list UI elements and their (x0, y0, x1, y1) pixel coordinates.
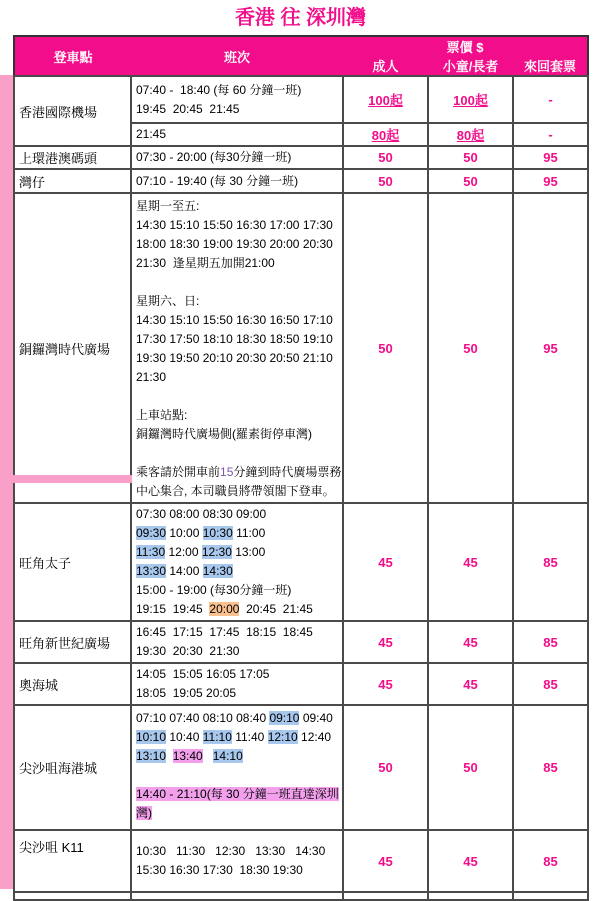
schedule-text: 11:00 (232, 526, 266, 540)
fare-roundtrip-cell: 95 (513, 193, 588, 503)
schedule-text: 15:00 - 19:00 (每30分鐘一班) (136, 583, 292, 597)
fare-child-cell: 50 (428, 705, 513, 830)
highlighted-time: 13:40 (172, 749, 203, 763)
highlighted-time: 11:10 (202, 730, 232, 744)
schedule-cell (131, 830, 343, 892)
schedule-text: 10:00 (166, 526, 203, 540)
fare-child-cell (428, 892, 513, 900)
schedule-line (136, 444, 341, 463)
location-cell: 旺角太子 (14, 503, 131, 621)
schedule-text (203, 749, 213, 763)
schedule-text: 分鐘到時代廣場票務 (233, 465, 342, 479)
schedule-cell (131, 123, 343, 146)
schedule-line (136, 425, 341, 444)
timetable (13, 35, 589, 901)
schedule-cell (131, 663, 343, 705)
schedule-text: 14:30 15:10 15:50 16:30 16:50 17:10 (136, 313, 333, 327)
schedule-text: 18:05 19:05 20:05 (136, 686, 237, 700)
schedule-text: 銅鑼灣時代廣場側(羅素街停車灣) (136, 427, 312, 441)
schedule-text: 19:15 19:45 (136, 602, 210, 616)
schedule-line (136, 349, 341, 368)
fare-child-cell: 50 (428, 193, 513, 503)
fare-child-cell: 45 (428, 503, 513, 621)
schedule-line (136, 766, 341, 785)
schedule-text: 16:45 17:15 17:45 18:15 18:45 (136, 625, 313, 639)
location-cell: 灣仔 (14, 169, 131, 193)
fare-child-cell: 50 (428, 169, 513, 193)
schedule-cell (131, 169, 343, 193)
fare-adult-cell: 50 (343, 146, 428, 169)
location-cell: 旺角新世紀廣場 (14, 621, 131, 663)
schedule-line (136, 505, 341, 524)
schedule-text: 19:30 19:50 20:10 20:30 20:50 21:10 (136, 351, 333, 365)
header-row-top (14, 36, 588, 56)
schedule-text: 07:30 08:00 08:30 09:00 (136, 507, 267, 521)
schedule-text: 21:45 (136, 127, 167, 141)
schedule-line (136, 482, 341, 501)
highlighted-time: 10:10 (136, 730, 167, 744)
schedule-text: 17:30 17:50 18:10 18:30 18:50 19:10 (136, 332, 333, 346)
schedule-line (136, 368, 341, 387)
schedule-line (136, 172, 341, 191)
highlighted-time: 10:30 (202, 526, 233, 540)
fare-adult-cell: 50 (343, 169, 428, 193)
schedule-line (136, 665, 341, 684)
schedule-text: 07:30 - 20:00 (每30分鐘一班) (136, 150, 292, 164)
location-cell: 香港國際機場 (14, 76, 131, 146)
schedule-line (136, 543, 341, 562)
highlighted-time: 14:40 - 21:10(每 30 分鐘一班直達深圳 (136, 787, 339, 801)
schedule-text (166, 749, 173, 763)
schedule-line (136, 197, 341, 216)
highlighted-time: 15 (220, 465, 234, 479)
highlighted-time: 09:30 (136, 526, 167, 540)
schedule-cell (131, 76, 343, 123)
location-cell: 尖沙咀 K11 (14, 830, 131, 892)
schedule-line (136, 254, 341, 273)
schedule-line (136, 330, 341, 349)
schedule-line (136, 292, 341, 311)
schedule-text: 乘客請於開車前 (136, 465, 221, 479)
schedule-text: 中心集合, 本司職員將帶領閣下登車。 (136, 484, 335, 498)
schedule-text: 11:40 (231, 730, 268, 744)
schedule-text: 07:10 - 19:40 (每 30 分鐘一班) (136, 173, 299, 188)
fare-roundtrip-cell: - (513, 123, 588, 146)
fare-adult-cell: 50 (343, 193, 428, 503)
table-row (14, 663, 588, 705)
schedule-line (136, 785, 341, 804)
schedule-line (136, 387, 341, 406)
schedule-text: 15:30 16:30 17:30 18:30 19:30 (136, 863, 303, 877)
fare-adult-cell (343, 892, 428, 900)
schedule-line (136, 463, 341, 482)
fare-roundtrip-cell: - (513, 76, 588, 123)
highlighted-time: 13:30 (136, 564, 167, 578)
location-cell: 上環港澳碼頭 (14, 146, 131, 169)
schedule-line (136, 81, 341, 100)
schedule-line (136, 235, 341, 254)
fare-adult-cell: 50 (343, 705, 428, 830)
fare-roundtrip-cell (513, 892, 588, 900)
fare-roundtrip-cell: 95 (513, 169, 588, 193)
highlighted-time: 14:30 (202, 564, 233, 578)
schedule-cell (131, 503, 343, 621)
schedule-line (136, 273, 341, 292)
schedule-text: 13:00 (231, 545, 266, 559)
schedule-text: 07:10 07:40 08:10 08:40 (136, 711, 270, 725)
schedule-text: 星期六、日: (136, 294, 200, 308)
location-cell: 銅鑼灣時代廣場 (14, 193, 131, 503)
schedule-line (136, 524, 341, 543)
schedule-text: 19:45 20:45 21:45 (136, 101, 240, 116)
fare-roundtrip-cell: 85 (513, 705, 588, 830)
schedule-line (136, 684, 341, 703)
schedule-line (136, 100, 341, 119)
schedule-text: 14:05 15:05 16:05 17:05 (136, 667, 270, 681)
schedule-line (136, 406, 341, 425)
fare-roundtrip-cell: 85 (513, 830, 588, 892)
col-header-fare-group: 票價 $ (343, 36, 588, 56)
fare-adult-cell: 45 (343, 503, 428, 621)
table-row (14, 621, 588, 663)
schedule-line (136, 311, 341, 330)
col-header-adult: 成人 (343, 56, 428, 76)
schedule-line (136, 125, 341, 144)
schedule-text: 20:45 21:45 (239, 602, 313, 616)
schedule-cell (131, 892, 343, 900)
schedule-text: 14:00 (166, 564, 203, 578)
table-row (14, 705, 588, 830)
highlighted-time: 14:10 (212, 749, 243, 763)
schedule-text: 21:30 (136, 370, 167, 384)
col-header-child-elderly: 小童/長者 (428, 56, 513, 76)
schedule-text: 18:00 18:30 19:00 19:30 20:00 20:30 (136, 237, 333, 251)
fare-roundtrip-cell: 95 (513, 146, 588, 169)
fare-child-cell: 100起 (428, 76, 513, 123)
pink-stripe-decoration (0, 475, 132, 483)
schedule-line (136, 842, 341, 861)
fare-child-cell: 45 (428, 621, 513, 663)
highlighted-time: 09:10 (269, 711, 300, 725)
schedule-line (136, 861, 341, 880)
fare-adult-cell: 45 (343, 830, 428, 892)
schedule-text: 12:00 (165, 545, 202, 559)
fare-adult-cell: 45 (343, 663, 428, 705)
schedule-line (136, 804, 341, 823)
highlighted-time: 20:00 (209, 602, 240, 616)
schedule-line (136, 728, 341, 747)
col-header-schedule: 班次 (131, 36, 343, 76)
highlighted-time: 11:30 (136, 545, 166, 559)
table-row (14, 193, 588, 503)
schedule-text: 19:30 20:30 21:30 (136, 644, 240, 658)
fare-adult-cell: 100起 (343, 76, 428, 123)
schedule-line (136, 562, 341, 581)
schedule-cell (131, 193, 343, 503)
schedule-cell (131, 621, 343, 663)
schedule-line (136, 747, 341, 766)
col-header-round-trip: 來回套票 (513, 56, 588, 76)
schedule-text: 10:40 (166, 730, 203, 744)
highlighted-time: 灣) (136, 806, 152, 820)
fare-roundtrip-cell: 85 (513, 663, 588, 705)
table-row-cutoff (14, 892, 588, 900)
schedule-text: 10:30 11:30 12:30 13:30 14:30 (136, 844, 326, 858)
table-row (14, 169, 588, 193)
schedule-line (136, 148, 341, 167)
schedule-text: 上車站點: (136, 408, 188, 422)
page (0, 5, 601, 889)
page-title: 香港 往 深圳灣 (234, 7, 367, 29)
table-row (14, 76, 588, 123)
highlighted-time: 12:10 (267, 730, 298, 744)
schedule-line (136, 709, 341, 728)
fare-adult-cell: 80起 (343, 123, 428, 146)
fare-adult-cell: 45 (343, 621, 428, 663)
schedule-cell (131, 705, 343, 830)
highlighted-time: 13:10 (136, 749, 167, 763)
schedule-line (136, 642, 341, 661)
schedule-line (136, 623, 341, 642)
fare-child-cell: 50 (428, 146, 513, 169)
schedule-line (136, 216, 341, 235)
schedule-line (136, 581, 341, 600)
table-row (14, 503, 588, 621)
schedule-text: 21:30 逢星期五加開21:00 (136, 256, 275, 270)
table-row (14, 830, 588, 892)
schedule-text: 14:30 15:10 15:50 16:30 17:00 17:30 (136, 218, 333, 232)
highlighted-time: 12:30 (201, 545, 232, 559)
col-header-boarding-point: 登車點 (14, 36, 131, 76)
schedule-text: 09:40 (299, 711, 333, 725)
table-row (14, 146, 588, 169)
location-cell: 奧海城 (14, 663, 131, 705)
schedule-text: 07:40 - 18:40 (每 60 分鐘一班) (136, 82, 302, 97)
fare-child-cell: 80起 (428, 123, 513, 146)
fare-roundtrip-cell: 85 (513, 503, 588, 621)
location-cell: 尖沙咀海港城 (14, 705, 131, 830)
location-cell (14, 892, 131, 900)
schedule-line (136, 600, 341, 619)
schedule-text: 星期一至五: (136, 199, 200, 213)
schedule-text: 12:40 (297, 730, 332, 744)
schedule-cell (131, 146, 343, 169)
fare-child-cell: 45 (428, 830, 513, 892)
fare-child-cell: 45 (428, 663, 513, 705)
fare-roundtrip-cell: 85 (513, 621, 588, 663)
